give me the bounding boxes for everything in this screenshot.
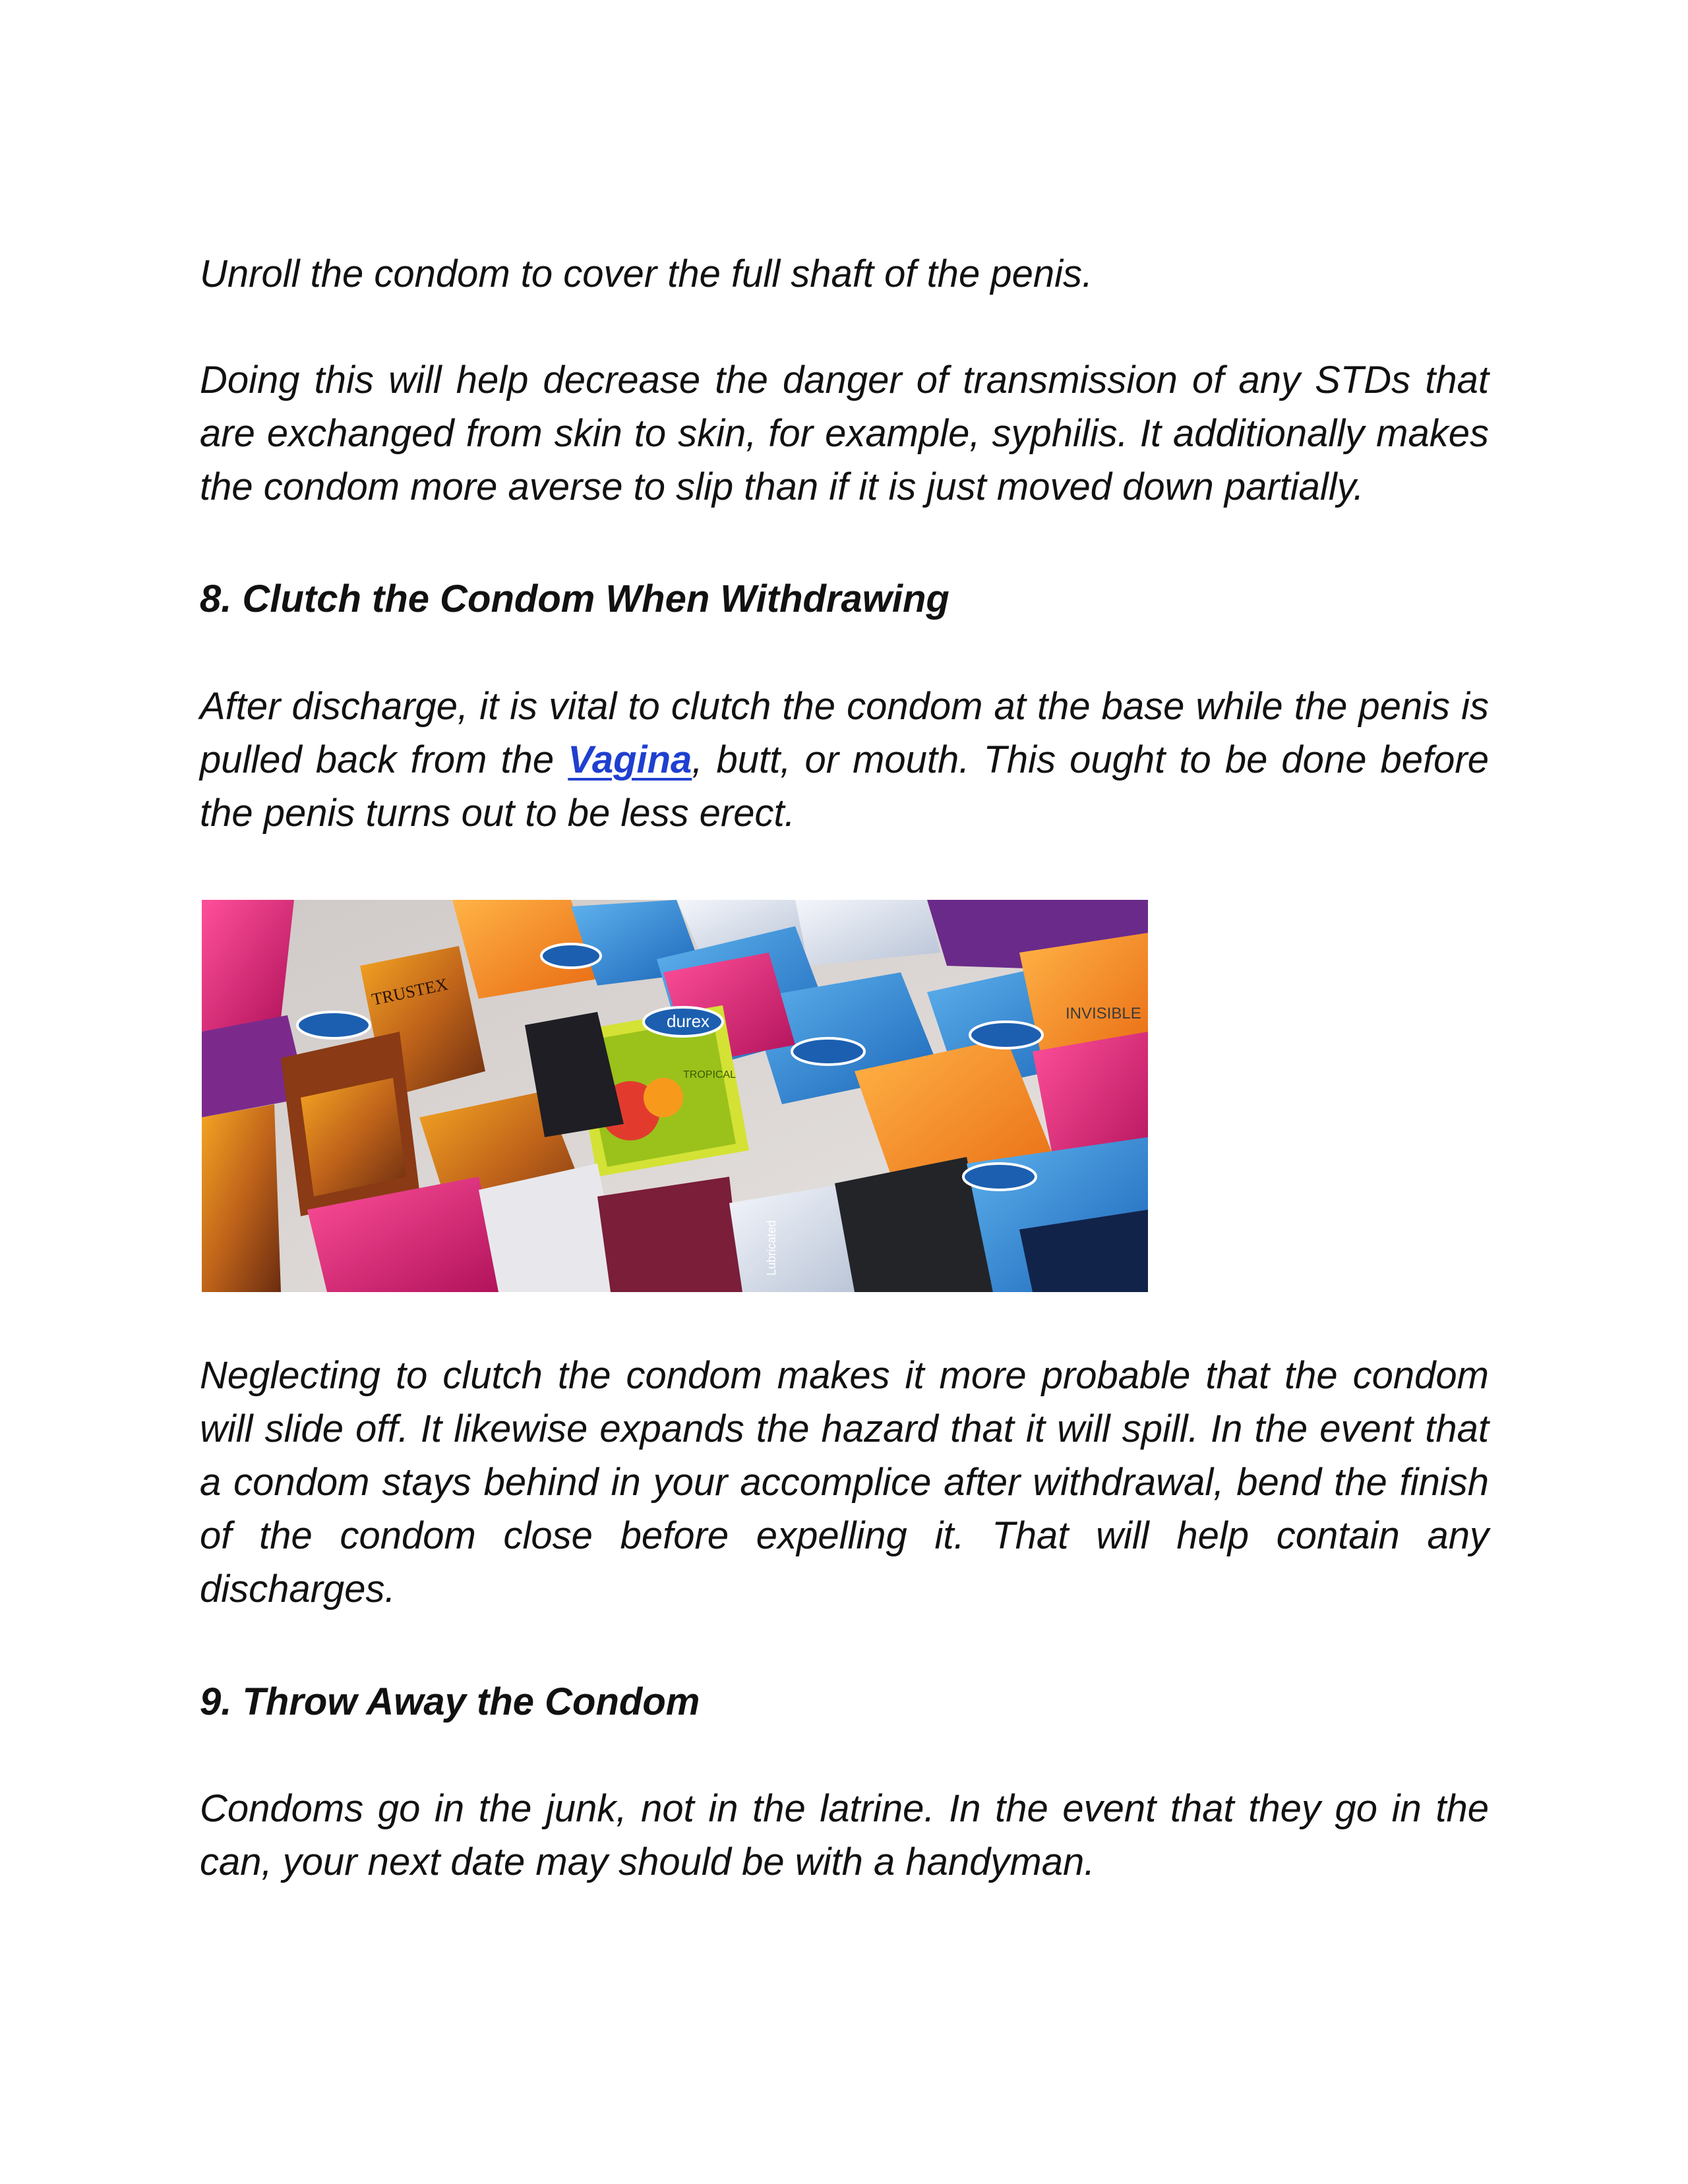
heading-clutch-condom: 8. Clutch the Condom When Withdrawing [200,577,950,620]
photo-label-durex: durex [667,1011,710,1031]
paragraph-after-discharge [200,680,1489,840]
paragraph-unroll: Unroll the condom to cover the full shaft of the penis. [200,252,1093,295]
photo-label-tropical: TROPICAL [683,1069,737,1080]
photo-label-lubricated: Lubricated [765,1220,778,1276]
vagina-link[interactable]: Vagina [568,738,692,781]
paragraph-after-discharge-start: After discharge, it is vital to clutch the condom at the base while the penis is pulled back from the [200,685,1489,781]
paragraph-after-discharge-end: , butt, or mouth. This ought to be done before the penis turns out to be less erect. [200,738,1489,835]
condom-boxes-photo [202,900,1148,1292]
photo-label-trustex: TRUSTEX [370,974,450,1009]
paragraph-neglecting: Neglecting to clutch the condom makes it more probable that the condom will slide off. It likewise expands the hazard that it will spill. In the event that a condom stays behind in your accomplice after withdrawal, bend the finish of the condom close before expelling it. That will help contain any discharges. [200,1354,1489,1610]
heading-throw-away: 9. Throw Away the Condom [200,1680,700,1723]
paragraph-doing-this: Doing this will help decrease the danger of transmission of any STDs that are exchanged from skin to skin, for example, syphilis. It additionally makes the condom more averse to slip than if it is just moved down partially. [200,359,1489,508]
paragraph-condoms-junk: Condoms go in the junk, not in the latrine. In the event that they go in the can, your next date may should be with a handyman. [200,1787,1489,1883]
photo-label-invisible: INVISIBLE [1066,1005,1141,1022]
